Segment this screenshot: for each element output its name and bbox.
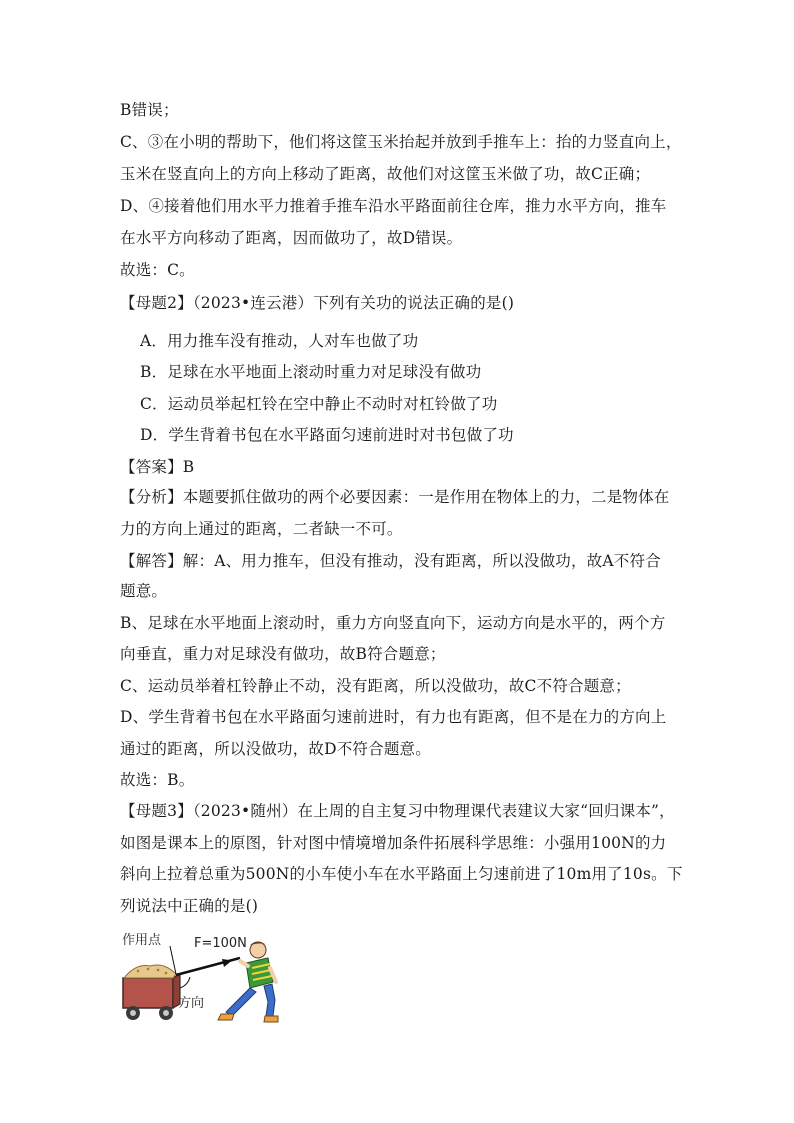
text-line: B错误； <box>120 101 179 119</box>
solution-text: C、运动员举着杠铃静止不动，没有距离，所以没做功，故C不符合题意； <box>120 677 631 695</box>
question-text: 列说法中正确的是() <box>120 897 259 915</box>
solution-text: 向垂直，重力对足球没有做功，故B符合题意； <box>120 645 446 663</box>
text-line: 故选：C。 <box>120 261 195 279</box>
text-line: D、④接着他们用水平力推着手推车沿水平路面前往仓库，推力水平方向，推车 <box>120 197 667 215</box>
question-heading: 【母题2】（2023•连云港）下列有关功的说法正确的是() <box>120 294 515 312</box>
figure-label-direction: 方向 <box>178 996 205 1011</box>
question-heading: 【母题3】（2023•随州）在上周的自主复习中物理课代表建议大家“回归课本”， <box>120 802 675 820</box>
option-b: B．足球在水平地面上滚动时重力对足球没有做功 <box>140 363 482 381</box>
text-line: C、③在小明的帮助下，他们将这筐玉米抬起并放到手推车上：抬的力竖直向上， <box>120 133 682 151</box>
cart-pulling-figure <box>118 930 288 1025</box>
option-a: A．用力推车没有推动，人对车也做了功 <box>140 332 419 350</box>
question-text: 斜向上拉着总重为500N的小车使小车在水平路面上匀速前进了10m用了10s。下 <box>120 865 683 883</box>
figure-label-force: F=100N <box>194 936 247 951</box>
solution-text: 【解答】解：A、用力推车，但没有推动，没有距离，所以没做功，故A不符合 <box>120 552 661 570</box>
option-c: C．运动员举起杠铃在空中静止不动时对杠铃做了功 <box>140 395 498 413</box>
solution-text: 故选：B。 <box>120 771 195 789</box>
solution-text: D、学生背着书包在水平路面匀速前进时，有力也有距离，但不是在力的方向上 <box>120 708 667 726</box>
analysis-text: 【分析】本题要抓住做功的两个必要因素：一是作用在物体上的力，二是物体在 <box>120 488 670 506</box>
solution-text: 题意。 <box>120 582 168 600</box>
option-d: D．学生背着书包在水平路面匀速前进时对书包做了功 <box>140 426 514 444</box>
analysis-text: 力的方向上通过的距离，二者缺一不可。 <box>120 520 403 538</box>
text-line: 在水平方向移动了距离，因而做功了，故D错误。 <box>120 229 463 247</box>
question-text: 如图是课本上的原图，针对图中情境增加条件拓展科学思维：小强用100N的力 <box>120 834 667 852</box>
text-line: 玉米在竖直向上的方向上移动了距离，故他们对这筐玉米做了功，故C正确； <box>120 165 651 183</box>
solution-text: B、足球在水平地面上滚动时，重力方向竖直向下，运动方向是水平的，两个方 <box>120 614 666 632</box>
answer-label: 【答案】B <box>120 458 195 476</box>
solution-text: 通过的距离，所以没做功，故D不符合题意。 <box>120 740 431 758</box>
figure-label-point: 作用点 <box>122 933 162 948</box>
